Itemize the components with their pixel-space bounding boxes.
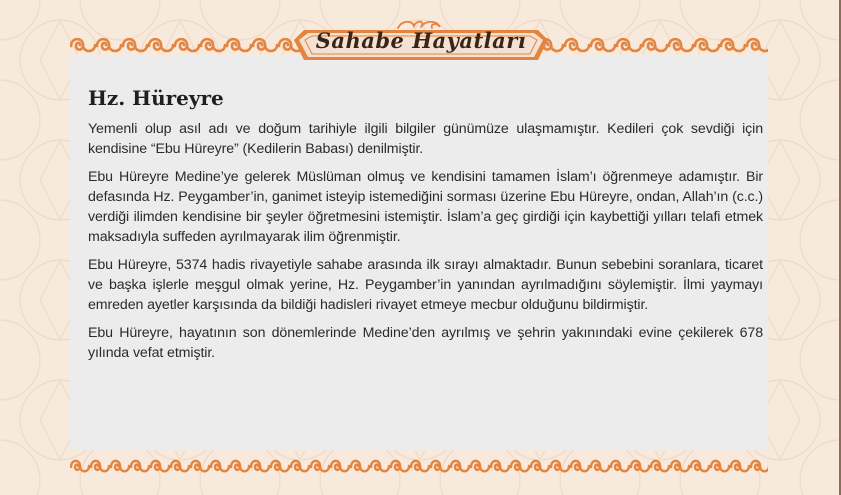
banner-title: Sahabe Hayatları [315,28,527,53]
scroll-wave-border-icon [70,455,768,477]
paragraph-2: Ebu Hüreyre Medine’ye gelerek Müslüman olmuş ve kendisini tamamen İslam’ı öğrenmeye adamıştır. Bir defasında Hz. Peygamber’in, ganimet isteyip istemediğini sorması üzerine Ebu Hüreyre, ondan, Allah’ın (c.c.) verdiği ilimden kendisine bir şeyler öğretmesini istemiştir. İslam’a geç girdiği için kaybettiği yılları telafi etmek maksadıyla suffeden ayrılmayarak ilim öğrenmiştir. [88,168,763,246]
paragraph-4: Ebu Hüreyre, hayatının son dönemlerinde Medine’den ayrılmış ve şehrin yakınındaki evine çekilerek 678 yılında vefat etmiştir. [88,324,763,361]
paragraph-3: Ebu Hüreyre, 5374 hadis rivayetiyle sahabe arasında ilk sırayı almaktadır. Bunun sebebini soranlara, ticaret ve başka işlerle meşgul olmak yerine, Hz. Peygamber’in yanından ayrılmadığını söylemiştir. İlmi yaymayı emreden ayetler karşısında da bildiği hadisleri rivayet etmeye mecbur olduğunu bildirmiştir. [88,256,763,314]
bottom-ornament-border [70,455,768,477]
title-banner [290,18,552,62]
section-heading: Hz. Hüreyre [88,86,224,110]
paragraph-1: Yemenli olup asıl adı ve doğum tarihiyle ilgili bilgiler günümüze ulaşmamıştır. Kedileri çok sevdiği için kendisine “Ebu Hüreyre” (Kedilerin Babası) denilmiştir. [88,121,763,158]
body-text [88,119,763,370]
